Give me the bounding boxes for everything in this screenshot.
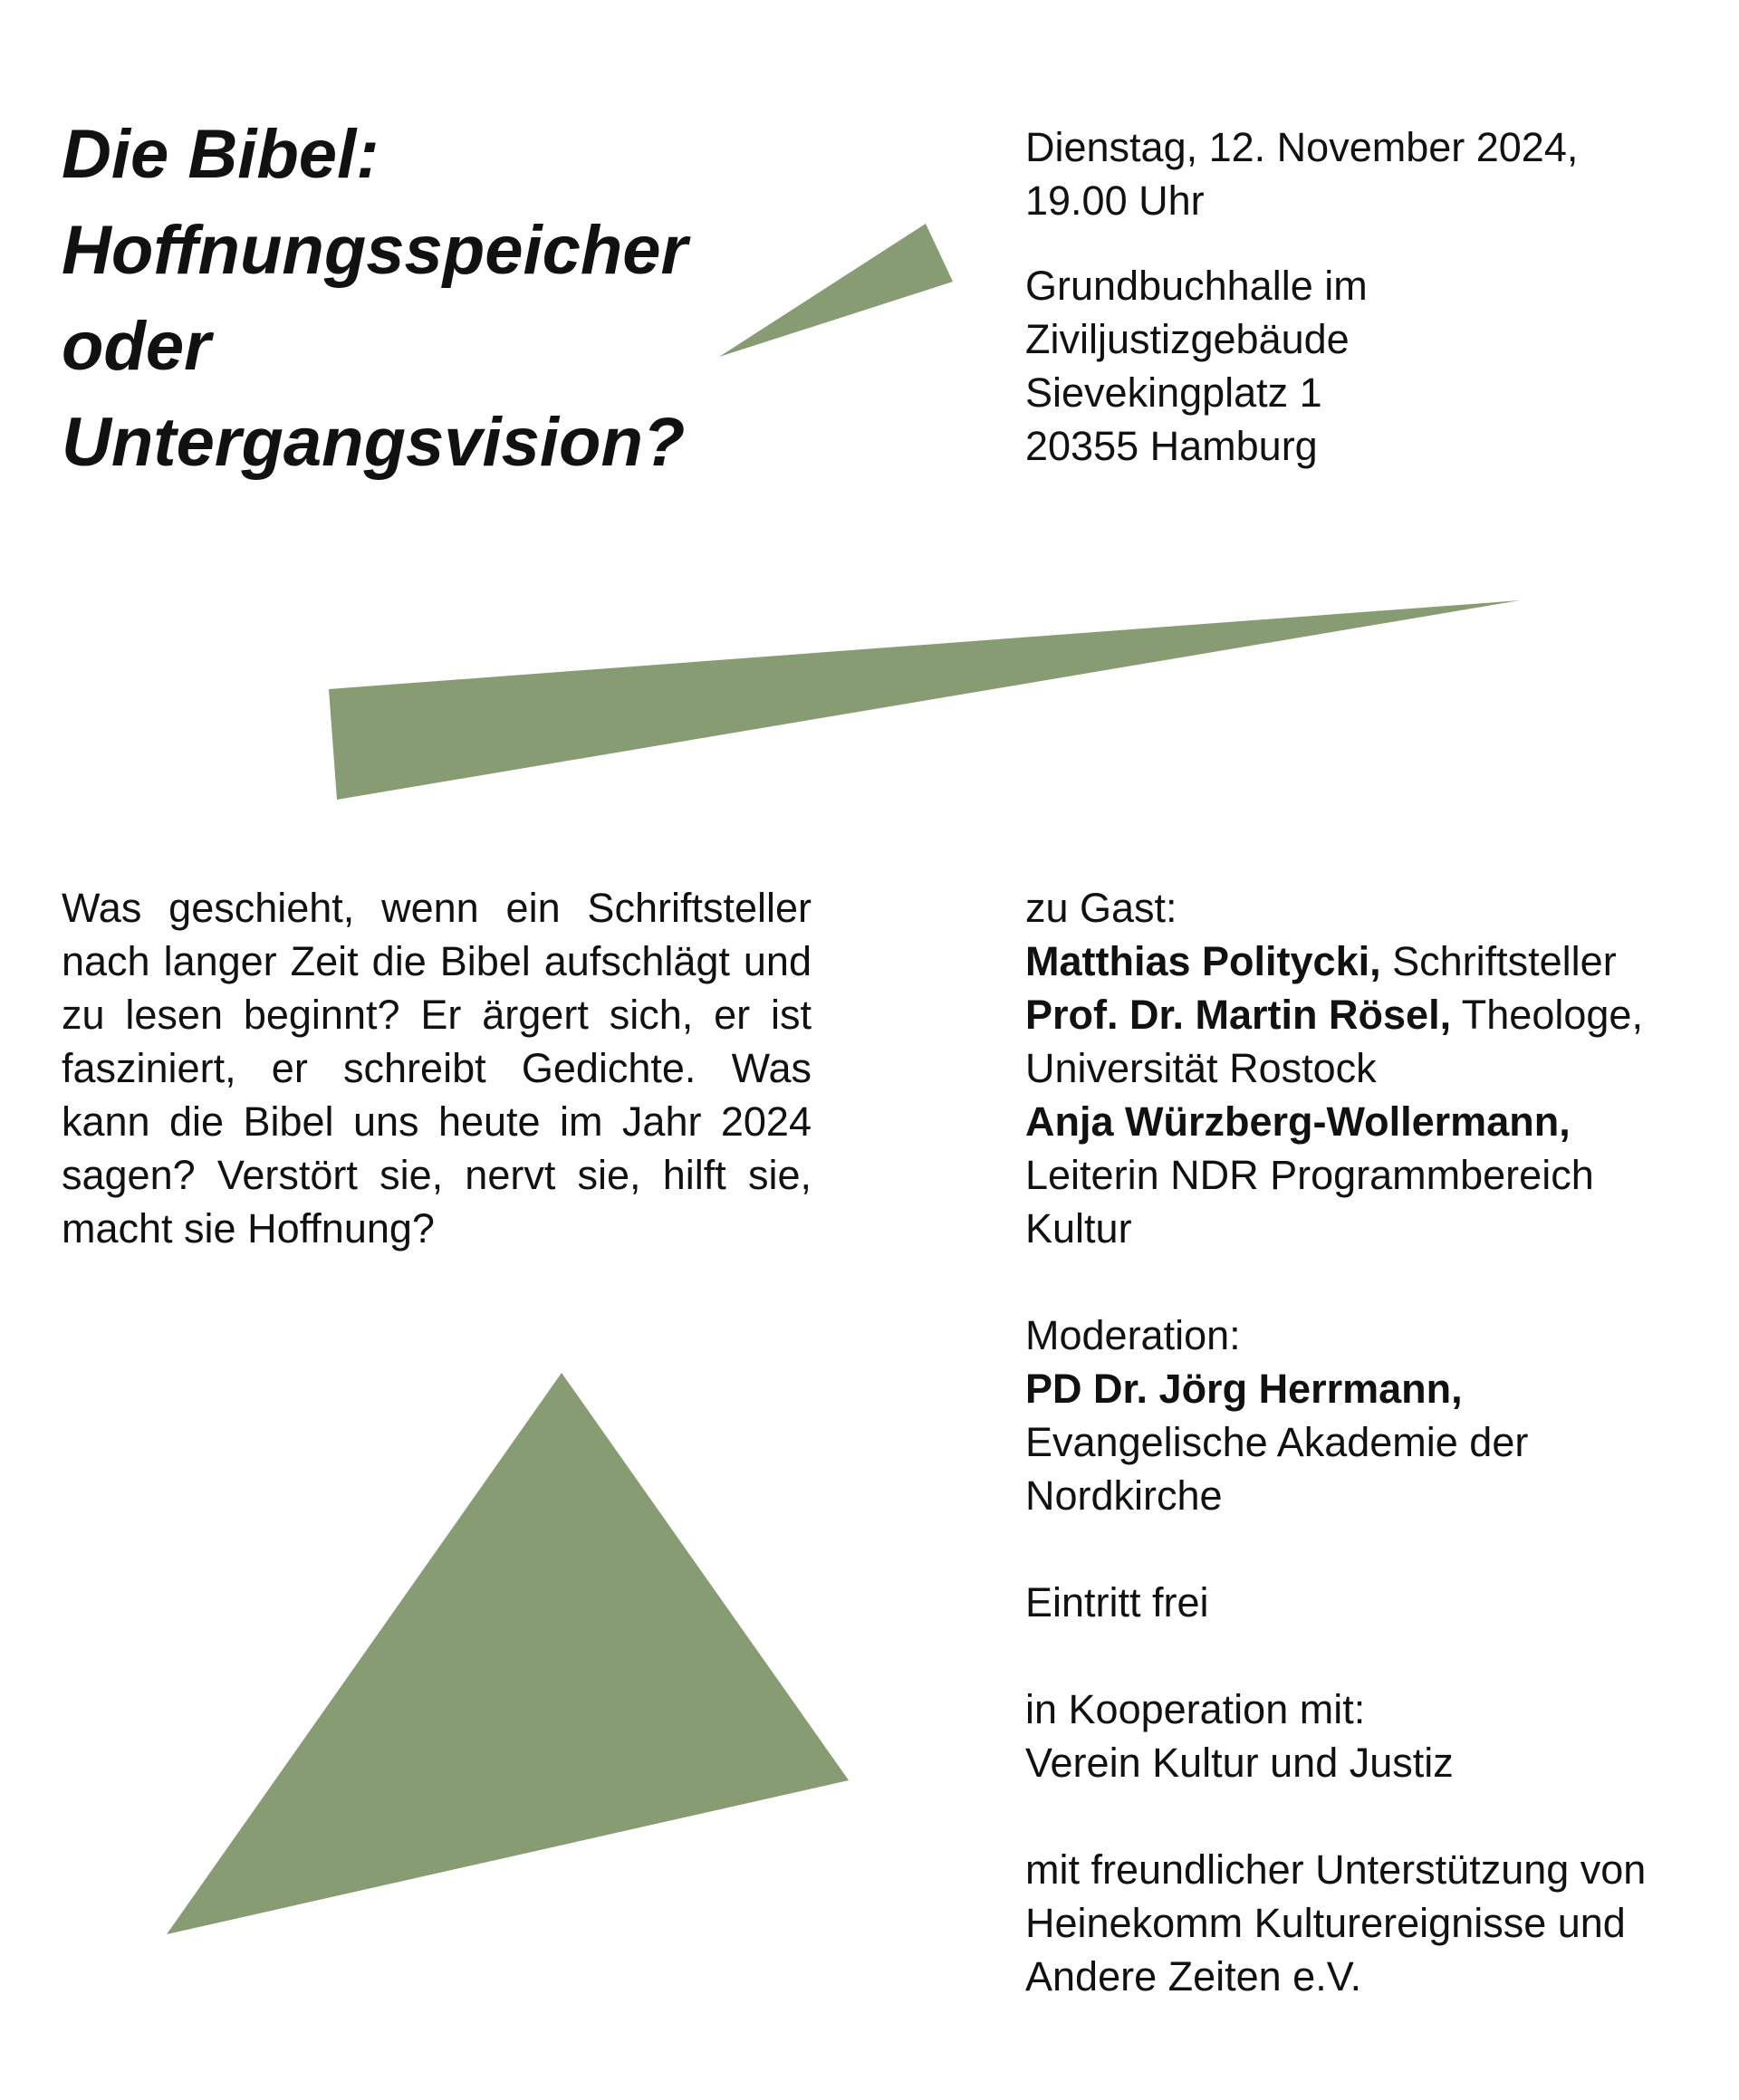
title-line-4: Untergangsvision?: [62, 404, 686, 481]
venue-street: Sievekingplatz 1: [1025, 369, 1322, 416]
title-line-1: Die Bibel:: [62, 116, 380, 193]
guest-1: [1025, 935, 1723, 988]
guests-block: [1025, 881, 1723, 2003]
moderator-role-continued: Nordkirche: [1025, 1472, 1223, 1519]
guest-3-role-continued: Kultur: [1025, 1205, 1132, 1251]
large-triangle-shape: [167, 1373, 849, 1934]
moderation-heading: Moderation:: [1025, 1312, 1241, 1358]
guest-3-role: Leiterin NDR Programmbereich: [1025, 1152, 1594, 1198]
title-line-3: oder: [62, 308, 211, 385]
guest-3-name: Anja Würzberg-Wollermann,: [1025, 1098, 1571, 1145]
event-venue: [1025, 259, 1714, 473]
title-line-2: Hoffnungsspeicher: [62, 212, 688, 289]
admission-text: Eintritt frei: [1025, 1579, 1209, 1625]
support-line-2: Heinekomm Kulturereignisse und: [1025, 1900, 1626, 1946]
cooperation-partner: Verein Kultur und Justiz: [1025, 1740, 1454, 1786]
guest-2-name: Prof. Dr. Martin Rösel,: [1025, 992, 1452, 1038]
event-date: Dienstag, 12. November 2024,: [1025, 124, 1579, 170]
venue-line-1: Grundbuchhalle im: [1025, 263, 1368, 309]
support-line-1: mit freundlicher Unterstützung von: [1025, 1846, 1647, 1893]
moderator-role: Evangelische Akademie der: [1025, 1419, 1529, 1465]
moderator-name: PD Dr. Jörg Herrmann,: [1025, 1366, 1463, 1412]
intro-text: Was geschieht, wenn ein Schriftsteller nach langer Zeit die Bibel aufschlägt und zu lesen beginnt? Er ärgert sich, er ist fasziniert, er schreibt Gedichte. Was kann die Bibel uns heute im Jahr 2024 sagen? Verstört sie, nervt sie, hilft sie, macht sie Hoffnung?: [62, 885, 812, 1251]
guest-2-affiliation: Universität Rostock: [1025, 1045, 1377, 1091]
long-wedge-shape: [329, 600, 1520, 800]
event-datetime: [1025, 120, 1714, 227]
guest-2-role: Theologe,: [1461, 992, 1643, 1038]
cooperation-heading: in Kooperation mit:: [1025, 1686, 1366, 1732]
guest-2: [1025, 988, 1723, 1041]
moderator: [1025, 1362, 1723, 1415]
guest-1-name: Matthias Politycki,: [1025, 938, 1381, 984]
guest-1-role: Schriftsteller: [1392, 938, 1617, 984]
event-title: [62, 107, 804, 491]
event-time: 19.00 Uhr: [1025, 177, 1205, 224]
support-line-3: Andere Zeiten e.V.: [1025, 1953, 1362, 1999]
venue-city: 20355 Hamburg: [1025, 423, 1318, 469]
guest-3: [1025, 1095, 1723, 1148]
guests-heading: zu Gast:: [1025, 885, 1177, 931]
venue-line-2: Ziviljustizgebäude: [1025, 316, 1350, 362]
